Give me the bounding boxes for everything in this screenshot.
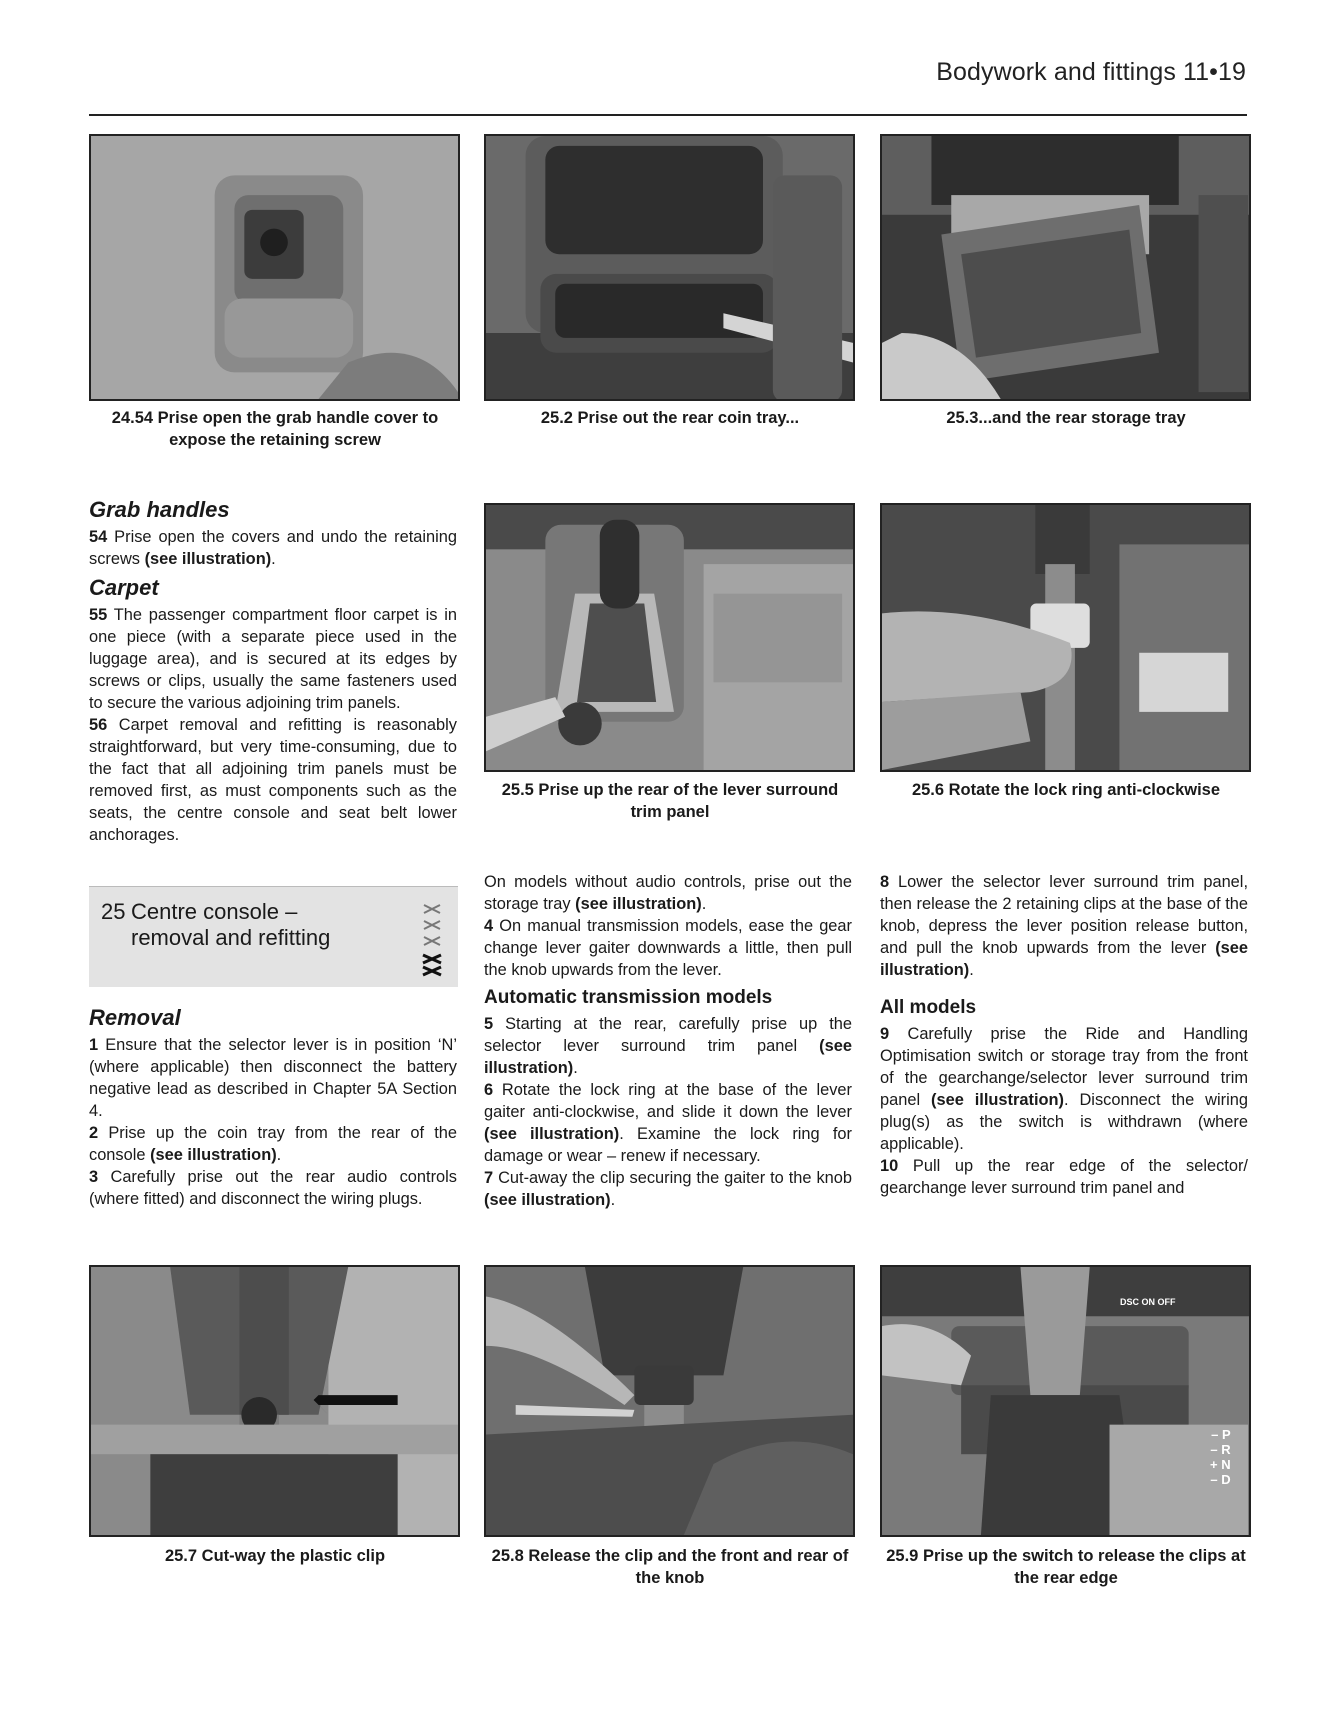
section-25-box — [89, 886, 458, 987]
caption-25-5: 25.5 Prise up the rear of the lever surround trim panel — [501, 781, 839, 821]
photo-rear-coin-tray — [484, 134, 855, 401]
photo-knob-clip — [484, 1265, 855, 1537]
para-3: 3 Carefully prise out the rear audio controls (where fitted) and disconnect the wiring plugs. — [89, 1168, 457, 1208]
gear-P: – P — [1211, 1427, 1231, 1442]
middle-column — [484, 871, 852, 1211]
caption-24-54: 24.54 Prise open the grab handle cover to expose the retaining screw — [111, 409, 439, 449]
para-56: 56 Carpet removal and refitting is reasonably straightforward, but very time-consuming, due to the fact that all adjoining trim panels must be removed first, as must components such as the seats, the centre console and seat belt lower anchorages. — [89, 716, 457, 844]
right-column — [880, 871, 1248, 1199]
caption-25-6: 25.6 Rotate the lock ring anti-clockwise — [911, 781, 1221, 799]
photo-rear-storage-tray — [880, 134, 1251, 401]
para-54: 54 Prise open the covers and undo the retaining screws (see illustration). — [89, 528, 457, 568]
left-column-upper — [89, 496, 457, 846]
header-rule — [89, 114, 1247, 116]
gear-R: – R — [1210, 1442, 1231, 1457]
heading-removal: Removal — [89, 1005, 181, 1030]
photo-lever-surround-trim — [484, 503, 855, 772]
photo-plastic-clip — [89, 1265, 460, 1537]
para-4: 4 On manual transmission models, ease the gear change lever gaiter downwards a little, then pull the knob upwards from the lever. — [484, 917, 852, 979]
difficulty-wrench-icon — [418, 899, 446, 977]
caption-25-2: 25.2 Prise out the rear coin tray... — [540, 409, 800, 427]
photo-grab-handle-cover — [89, 134, 460, 401]
gear-position-indicator — [1210, 1427, 1231, 1487]
section-title-line2: removal and refitting — [131, 925, 331, 950]
photo-switch-release — [880, 1265, 1251, 1537]
para-9: 9 Carefully prise the Ride and Handling Optimisation switch or storage tray from the front of the gearchange/selector lever surround trim panel (see illustration). Disconnect the wiring plug(s) as the switch is withdrawn (where applicable). — [880, 1025, 1248, 1153]
heading-automatic-transmission: Automatic transmission models — [484, 987, 773, 1008]
para-5: 5 Starting at the rear, carefully prise up the selector lever surround trim panel (see illustration). — [484, 1015, 852, 1077]
gear-D: – D — [1210, 1472, 1231, 1487]
para-8: 8 Lower the selector lever surround trim panel, then release the 2 retaining clips at the base of the knob, depress the lever position release button, and pull the knob upwards from the lever (see illustration). — [880, 873, 1248, 979]
photo-lock-ring — [880, 503, 1251, 772]
left-column-lower — [89, 1004, 457, 1210]
heading-carpet: Carpet — [89, 575, 159, 600]
caption-25-7: 25.7 Cut-way the plastic clip — [164, 1547, 386, 1565]
section-number: 25 — [101, 899, 126, 924]
para-1: 1 Ensure that the selector lever is in position ‘N’ (where applicable) then disconnect the battery negative lead as described in Chapter 5A Section 4. — [89, 1036, 457, 1120]
para-6: 6 Rotate the lock ring at the base of the lever gaiter anti-clockwise, and slide it down the lever (see illustration). Examine the lock ring for damage or wear – renew if necessary. — [484, 1081, 852, 1165]
caption-25-8: 25.8 Release the clip and the front and rear of the knob — [491, 1547, 849, 1587]
page-header-title: Bodywork and fittings 11•19 — [936, 58, 1246, 86]
dsc-button-label: DSC ON OFF — [1120, 1297, 1176, 1307]
gear-N: + N — [1210, 1457, 1231, 1472]
para-continued: On models without audio controls, prise out the storage tray (see illustration). — [484, 873, 852, 913]
para-2: 2 Prise up the coin tray from the rear of the console (see illustration). — [89, 1124, 457, 1164]
caption-25-3: 25.3...and the rear storage tray — [946, 409, 1186, 427]
heading-grab-handles: Grab handles — [89, 497, 230, 522]
caption-25-9: 25.9 Prise up the switch to release the clips at the rear edge — [886, 1547, 1246, 1587]
para-55: 55 The passenger compartment floor carpet is in one piece (with a separate piece used in the luggage area), and is secured at its edges by screws or clips, usually the same fasteners used to secure the various adjoining trim panels. — [89, 606, 457, 712]
heading-all-models: All models — [880, 997, 977, 1018]
para-10: 10 Pull up the rear edge of the selector/ gearchange lever surround trim panel and — [880, 1157, 1248, 1197]
section-title-line1: Centre console – — [131, 899, 298, 924]
para-7: 7 Cut-away the clip securing the gaiter to the knob (see illustration). — [484, 1169, 852, 1209]
